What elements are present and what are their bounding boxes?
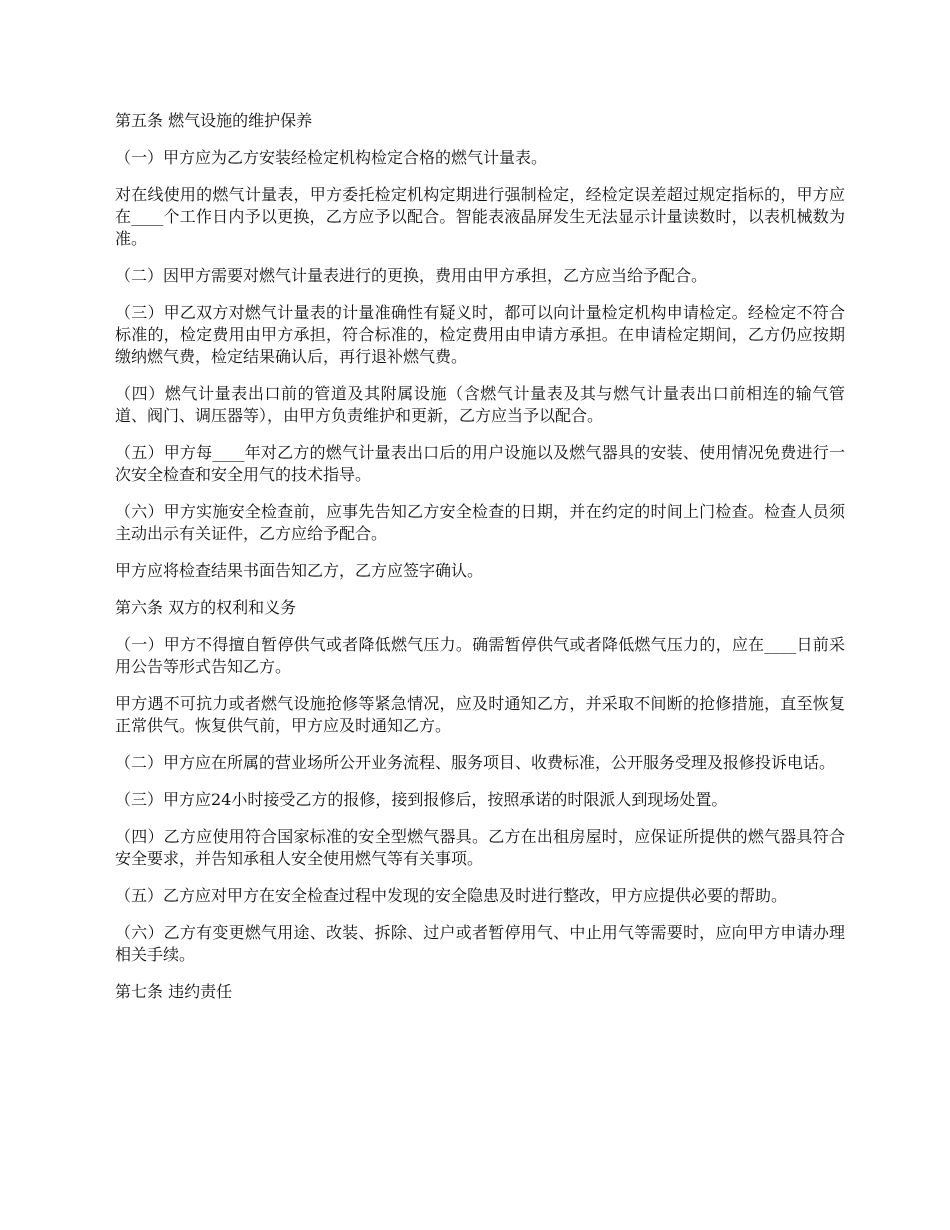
- article-5-clause-5: （五）甲方每____年对乙方的燃气计量表出口后的用户设施以及燃气器具的安装、使用情况免费进行一次安全检查和安全用气的技术指导。: [115, 443, 845, 484]
- article-6-clause-2: （二）甲方应在所属的营业场所公开业务流程、服务项目、收费标准，公开服务受理及报修投诉电话。: [115, 753, 836, 772]
- article-5-clause-3: （三）甲乙双方对燃气计量表的计量准确性有疑义时，都可以向计量检定机构申请检定。经检定不符合标准的，检定费用由甲方承担，符合标准的，检定费用由申请方承担。在申请检定期间，乙方仍应按期缴纳燃气费，检定结果确认后，再行退补燃气费。: [115, 303, 845, 366]
- article-6-clause-4: （四）乙方应使用符合国家标准的安全型燃气器具。乙方在出租房屋时，应保证所提供的燃气器具符合安全要求，并告知承租人安全使用燃气等有关事项。: [115, 827, 845, 868]
- article-6-clause-5: （五）乙方应对甲方在安全检查过程中发现的安全隐患及时进行整改，甲方应提供必要的帮助。: [115, 886, 788, 905]
- document-body: [115, 110, 845, 1018]
- article-5-clause-2: （二）因甲方需要对燃气计量表进行的更换，费用由甲方承担，乙方应当给予配合。: [115, 266, 708, 285]
- article-5-clause-6: （六）甲方实施安全检查前，应事先告知乙方安全检查的日期，并在约定的时间上门检查。检查人员须主动出示有关证件，乙方应给予配合。: [115, 502, 845, 543]
- article-6-clause-6: （六）乙方有变更燃气用途、改装、拆除、过户或者暂停用气、中止用气等需要时，应向甲方申请办理相关手续。: [115, 923, 845, 964]
- article-6-clause-1-detail: 甲方遇不可抗力或者燃气设施抢修等紧急情况，应及时通知乙方，并采取不间断的抢修措施，直至恢复正常供气。恢复供气前，甲方应及时通知乙方。: [115, 694, 845, 735]
- article-5-heading: 第五条 燃气设施的维护保养: [115, 111, 313, 130]
- article-5-clause-1: （一）甲方应为乙方安装经检定机构检定合格的燃气计量表。: [115, 148, 548, 167]
- article-7-heading: 第七条 违约责任: [115, 982, 233, 1001]
- article-6-clause-3: （三）甲方应24小时接受乙方的报修，接到报修后，按照承诺的时限派人到现场处置。: [115, 790, 728, 809]
- article-6-heading: 第六条 双方的权利和义务: [115, 598, 297, 617]
- article-6-clause-1: （一）甲方不得擅自暂停供气或者降低燃气压力。确需暂停供气或者降低燃气压力的，应在____日前采用公告等形式告知乙方。: [115, 635, 845, 676]
- article-5-clause-1-detail: 对在线使用的燃气计量表，甲方委托检定机构定期进行强制检定，经检定误差超过规定指标的，甲方应在____个工作日内予以更换，乙方应予以配合。智能表液晶屏发生无法显示计量读数时，以表机械数为准。: [115, 185, 845, 248]
- article-5-clause-4: （四）燃气计量表出口前的管道及其附属设施（含燃气计量表及其与燃气计量表出口前相连的输气管道、阀门、调压器等），由甲方负责维护和更新，乙方应当予以配合。: [115, 384, 845, 425]
- article-5-clause-6-detail: 甲方应将检查结果书面告知乙方，乙方应签字确认。: [115, 561, 484, 580]
